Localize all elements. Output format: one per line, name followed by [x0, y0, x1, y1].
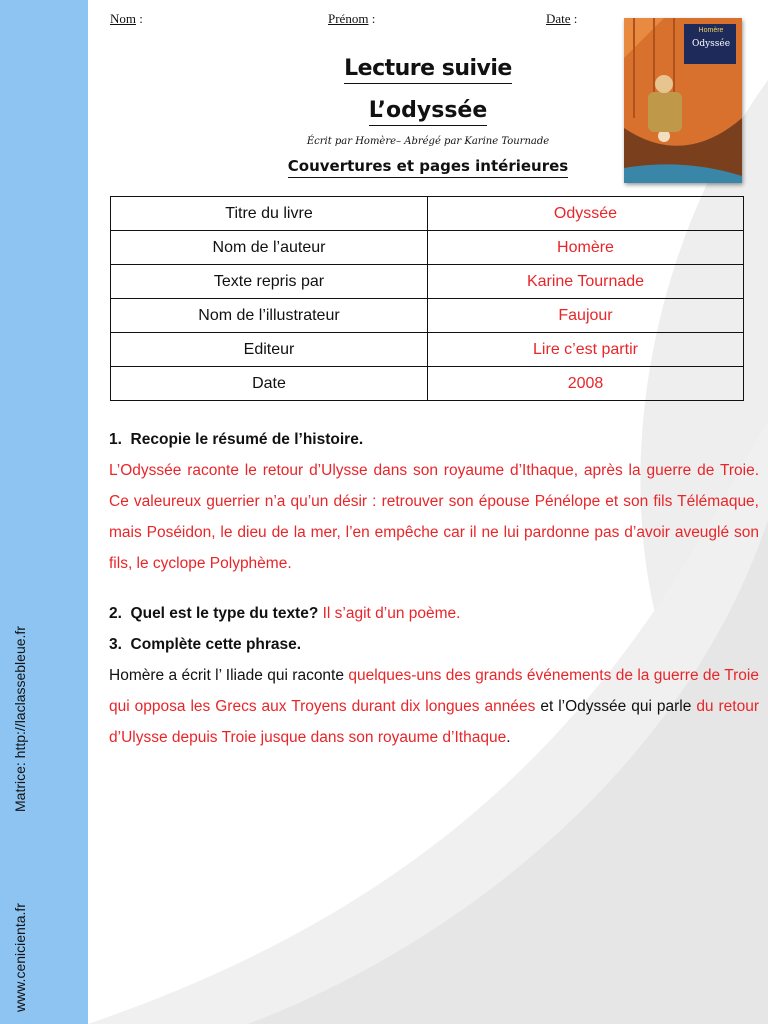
answer-2: Il s’agit d’un poème.: [322, 605, 461, 622]
header-nom: Nom :: [110, 11, 143, 26]
table-row: [111, 231, 744, 265]
title-lecture-suivie: Lecture suivie: [88, 56, 768, 84]
table-row: [111, 197, 744, 231]
answer-3: Homère a écrit l’ Iliade qui raconte quelques-uns des grands événements de la guerre de Troie qui opposa les Grecs aux Troyens durant dix longues années et l’Odyssée qui parle du retour d’Ulysse depuis Troie jusque dans son royaume d’Ithaque.: [109, 667, 760, 746]
row-label: Texte repris par: [111, 265, 428, 299]
sidebar-strip: [0, 0, 88, 1024]
cover-title: Odyssée: [691, 39, 731, 49]
question-3: 3. Complète cette phrase.: [109, 636, 302, 653]
worksheet-page: [88, 0, 768, 1024]
header-prenom: Prénom :: [328, 11, 376, 26]
byline: Écrit par Homère– Abrégé par Karine Tournade: [306, 136, 550, 147]
row-label: Editeur: [111, 333, 428, 367]
question-1: 1. Recopie le résumé de l’histoire.: [109, 431, 364, 448]
row-value: Lire c’est partir: [428, 333, 744, 367]
title-odyssee: L’odyssée: [88, 98, 768, 126]
question-2: 2. Quel est le type du texte? Il s’agit d’un poème.: [109, 605, 461, 622]
row-value: Homère: [428, 231, 744, 265]
credit-matrice: Matrice: http://laclassebleue.fr: [12, 626, 28, 812]
header-date: Date :: [546, 11, 578, 26]
section-title: Couvertures et pages intérieures: [88, 157, 768, 178]
book-info-table: [110, 196, 744, 401]
row-value: Odyssée: [428, 197, 744, 231]
table-row: [111, 265, 744, 299]
book-cover-image: [624, 18, 742, 183]
credit-cenicienta: www.cenicienta.fr: [12, 903, 28, 1012]
row-value: 2008: [428, 367, 744, 401]
row-label: Nom de l’illustrateur: [111, 299, 428, 333]
table-row: [111, 367, 744, 401]
table-row: [111, 333, 744, 367]
answer-1: L’Odyssée raconte le retour d’Ulysse dans son royaume d’Ithaque, après la guerre de Troie. Ce valeureux guerrier n’a qu’un désir : retrouver son épouse Pénélope et son fils Télémaque, mais Poséidon, le dieu de la mer, l’en empêche car il ne lui pardonne pas d’avoir aveuglé son fils, le cyclope Polyphème.: [109, 462, 759, 572]
cover-author: Homère: [698, 27, 724, 34]
row-value: Karine Tournade: [428, 265, 744, 299]
row-value: Faujour: [428, 299, 744, 333]
row-label: Titre du livre: [111, 197, 428, 231]
row-label: Date: [111, 367, 428, 401]
table-row: [111, 299, 744, 333]
row-label: Nom de l’auteur: [111, 231, 428, 265]
